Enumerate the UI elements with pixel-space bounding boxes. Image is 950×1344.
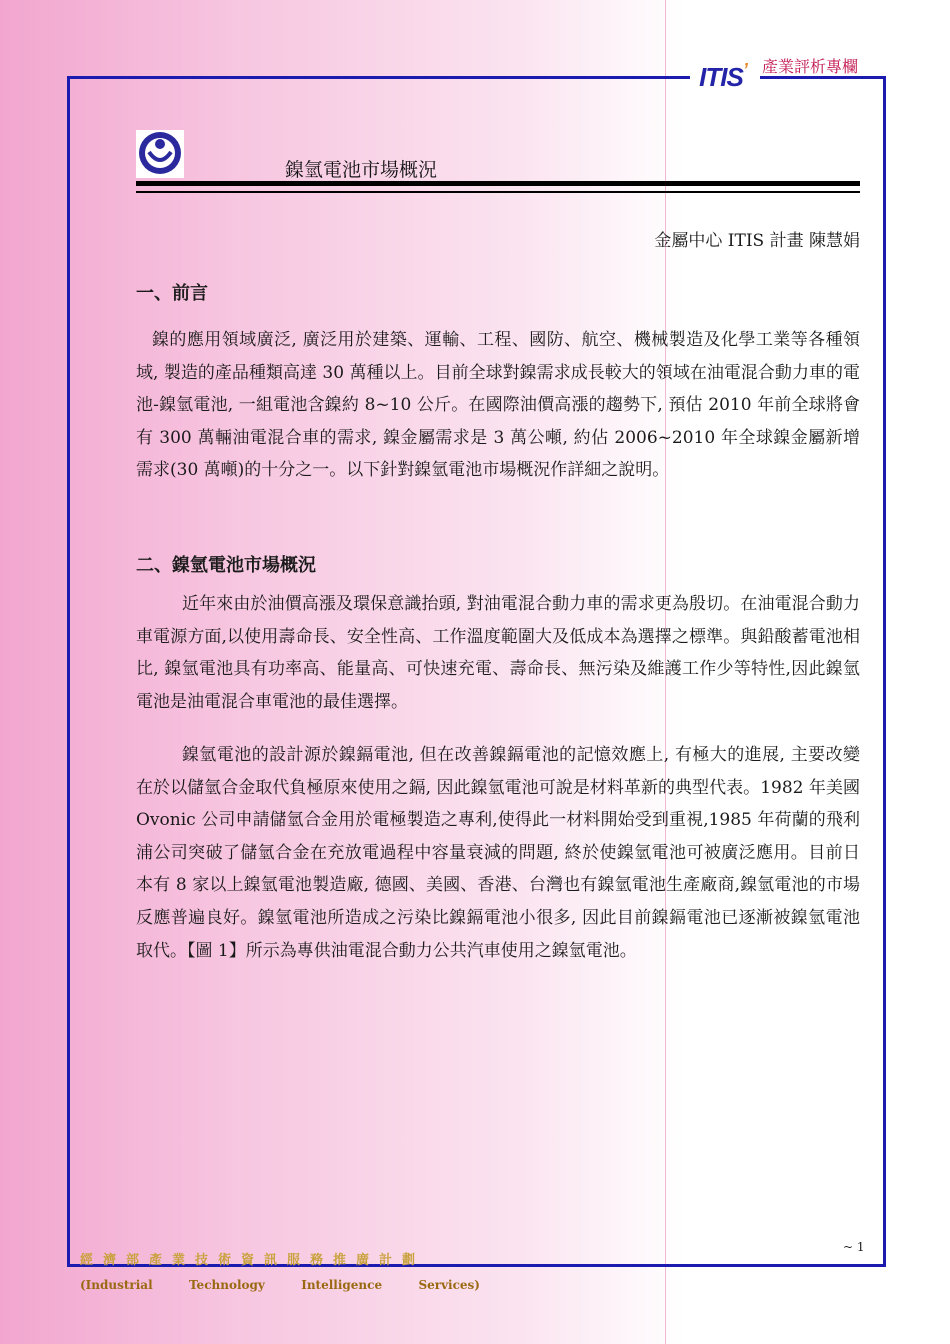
paragraph: 鎳氫電池的設計源於鎳鎘電池, 但在改善鎳鎘電池的記憶效應上, 有極大的進展, 主要改變在於以儲氫合金取代負極原來使用之鎘, 因此鎳氫電池可說是材料革新的典型代表。1982 年美國 Ovonic 公司申請儲氫合金用於電極製造之專利,使得此一材料開始受到重視,1985 年荷蘭的飛利浦公司突破了儲氫合金在充放電過程中容量衰減的問題, 終於使鎳氫電池可被廣泛應用。目前日本有 8 家以上鎳氫電池製造廠, 德國、美國、香港、台灣也有鎳氫電池生產廠商,鎳氫電池的市場反應普遍良好。鎳氫電池所造成之污染比鎳鎘電池小很多, 因此目前鎳鎘電池已逐漸被鎳氫電池取代。【圖 1】所示為專供油電混合動力公共汽車使用之鎳氫電池。 <box>136 745 860 961</box>
footer-en-word: Technology <box>189 1278 265 1292</box>
paragraph: 近年來由於油價高漲及環保意識抬頭, 對油電混合動力車的需求更為殷切。在油電混合動力車電源方面,以使用壽命長、安全性高、工作溫度範圍大及低成本為選擇之標準。與鉛酸蓄電池相比, 鎳氫電池具有功率高、能量高、可快速充電、壽命長、無污染及維護工作少等特性,因此鎳氫電池是油電混合車電池的最佳選擇。 <box>136 594 860 712</box>
footer-program-cn: 經濟部產業技術資訊服務推廣計劃 <box>80 1253 426 1268</box>
page-number-value: 1 <box>856 1240 865 1254</box>
page-mark: ~ <box>843 1240 854 1254</box>
mirdc-logo-icon <box>136 130 184 178</box>
section-heading: 一、前言 <box>136 283 208 304</box>
author-line: 金屬中心 ITIS 計畫 陳慧娟 <box>654 231 860 251</box>
section-heading: 二、鎳氫電池市場概況 <box>136 555 316 576</box>
footer-en-word: Services) <box>418 1278 480 1292</box>
itis-logo-mark: ’ <box>742 60 747 80</box>
itis-logo <box>694 58 752 96</box>
title-rule-thin <box>136 191 860 193</box>
page-title: 鎳氫電池市場概況 <box>285 159 438 181</box>
footer-en-word: Intelligence <box>301 1278 383 1292</box>
footer-en-word: (Industrial <box>80 1278 153 1292</box>
paragraph: 鎳的應用領域廣泛, 廣泛用於建築、運輸、工程、國防、航空、機械製造及化學工業等各種領域, 製造的產品種類高達 30 萬種以上。目前全球對鎳需求成長較大的領域在油電混合動力車的電池-鎳氫電池, 一組電池含鎳約 8~10 公斤。在國際油價高漲的趨勢下, 預估 2010 年前全球將會有 300 萬輛油電混合車的需求, 鎳金屬需求是 3 萬公噸, 約佔 2006~2010 年全球鎳金屬新增需求(30 萬噸)的十分之一。以下針對鎳氫電池市場概況作詳細之說明。 <box>136 330 860 481</box>
title-rule-thick <box>136 181 860 186</box>
page-number <box>843 1240 865 1254</box>
itis-logo-text: ITIS <box>699 62 743 92</box>
column-label: 產業評析專欄 <box>762 57 859 76</box>
footer-program-en <box>80 1278 480 1292</box>
